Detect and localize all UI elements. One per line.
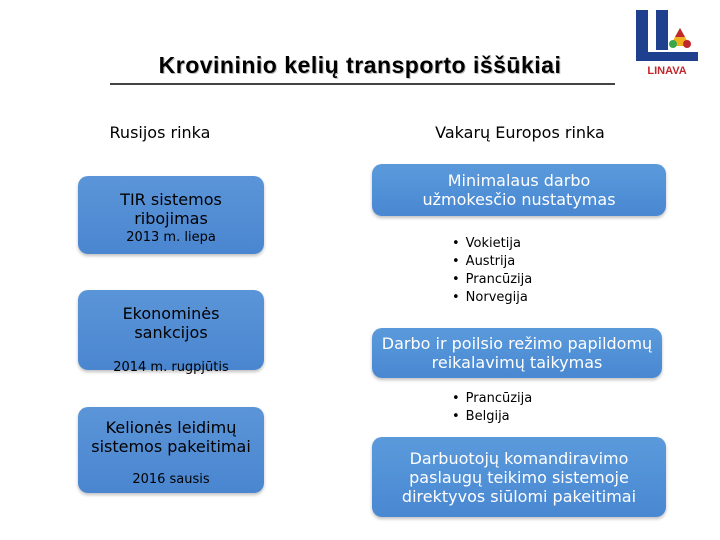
box-title: Darbuotojų komandiravimo paslaugų teikimo sistemoje direktyvos siūlomi pakeitimai (401, 448, 637, 506)
box-date: 2013 m. liepa (126, 230, 216, 245)
box-title: Kelionės leidimų sistemos pakeitimai (91, 418, 251, 456)
list-item: • Belgija (452, 408, 532, 426)
box-title: Darbo ir poilsio režimo papildomų reikalavimų taikymas (381, 334, 653, 372)
list-item: • Prancūzija (452, 271, 532, 289)
list-item: • Vokietija (452, 235, 532, 253)
right-column-heading: Vakarų Europos rinka (435, 123, 605, 142)
tir-restriction-box (78, 176, 264, 254)
box-date: 2014 m. rugpjūtis (113, 360, 229, 375)
minimum-wage-box (372, 164, 666, 216)
logo-text: LINAVA (647, 65, 687, 77)
title-underline (110, 83, 615, 85)
list-item: • Norvegija (452, 289, 532, 307)
list-item: • Austrija (452, 253, 532, 271)
slide-title: Krovininio kelių transporto iššūkiai (158, 52, 562, 78)
country-list-1 (452, 235, 532, 307)
linava-logo (628, 8, 706, 78)
country-list-2 (452, 390, 532, 426)
travel-permit-box (78, 407, 264, 493)
posting-workers-box (372, 437, 666, 517)
box-title: Minimalaus darbo užmokesčio nustatymas (422, 171, 616, 209)
economic-sanctions-box (78, 290, 264, 375)
left-column-heading: Rusijos rinka (109, 123, 211, 142)
box-title: Ekonominės sankcijos (122, 304, 220, 342)
box-date: 2016 sausis (132, 472, 210, 487)
list-item: • Prancūzija (452, 390, 532, 408)
work-rest-regime-box (372, 328, 662, 378)
box-title: TIR sistemos ribojimas (120, 190, 222, 228)
